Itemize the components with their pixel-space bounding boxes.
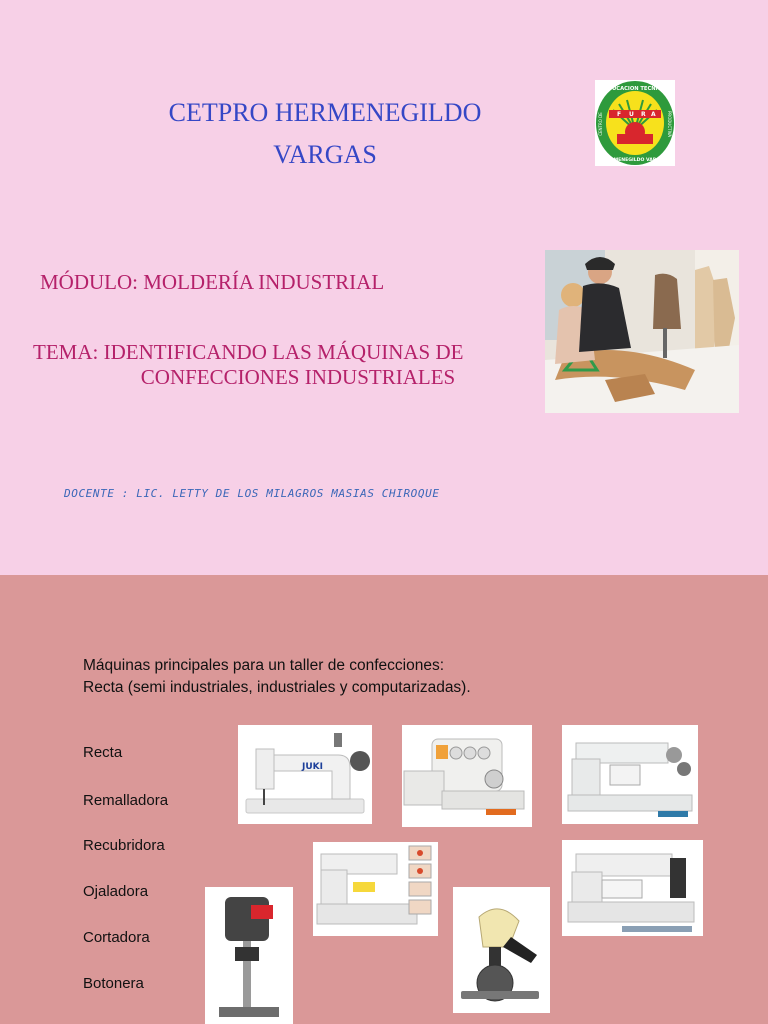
logo-letter-f: F [617,111,622,118]
pattern-making-photo [545,250,739,413]
topic-title [33,340,523,390]
round-knife-cutter-image [453,887,550,1013]
machine-item-remalladora: Remalladora [83,792,169,809]
overlock-machine-image [402,725,532,827]
vertical-cutter-image [205,887,293,1024]
intro-line1: Máquinas principales para un taller de confecciones: [83,657,445,674]
institution-name-line1: CETPRO HERMENEGILDO [168,98,482,127]
logo-text-top: EDUCACION TECNICO [604,86,666,92]
institution-logo [595,80,675,166]
logo-letter-u: U [629,111,634,118]
machine-item-recubridora: Recubridora [83,837,165,854]
intro-line2: Recta (semi industriales, industriales y computarizadas). [83,679,471,696]
button-sewing-machine-image [562,840,703,936]
module-title: MÓDULO: MOLDERÍA INDUSTRIAL [40,270,385,294]
buttonhole-machine-image [313,842,438,936]
logo-letter-r: R [641,111,646,118]
machine-item-cortadora: Cortadora [83,929,150,946]
topic-title-line1: TEMA: IDENTIFICANDO LAS MÁQUINAS DE [33,340,464,364]
juki-brand-label: JUKI [302,762,323,772]
logo-text-bottom: HERMENEGILDO VARGAS [603,158,667,163]
coverstitch-machine-image [562,725,698,824]
machine-item-botonera: Botonera [83,975,144,992]
institution-name-line2: VARGAS [273,140,377,169]
teacher-name: DOCENTE : LIC. LETTY DE LOS MILAGROS MASIAS CHIROQUE [64,487,440,500]
topic-title-line2: CONFECCIONES INDUSTRIALES [140,365,456,389]
logo-text-left: CENTRO DE [598,112,603,136]
institution-name [130,92,520,176]
logo-text-right: PRODUCTIVA [667,111,672,137]
straight-stitch-machine-image [238,725,372,824]
intro-text [83,655,471,699]
logo-letter-a: A [651,111,656,118]
machine-item-recta: Recta [83,744,123,761]
machine-item-ojaladora: Ojaladora [83,883,149,900]
